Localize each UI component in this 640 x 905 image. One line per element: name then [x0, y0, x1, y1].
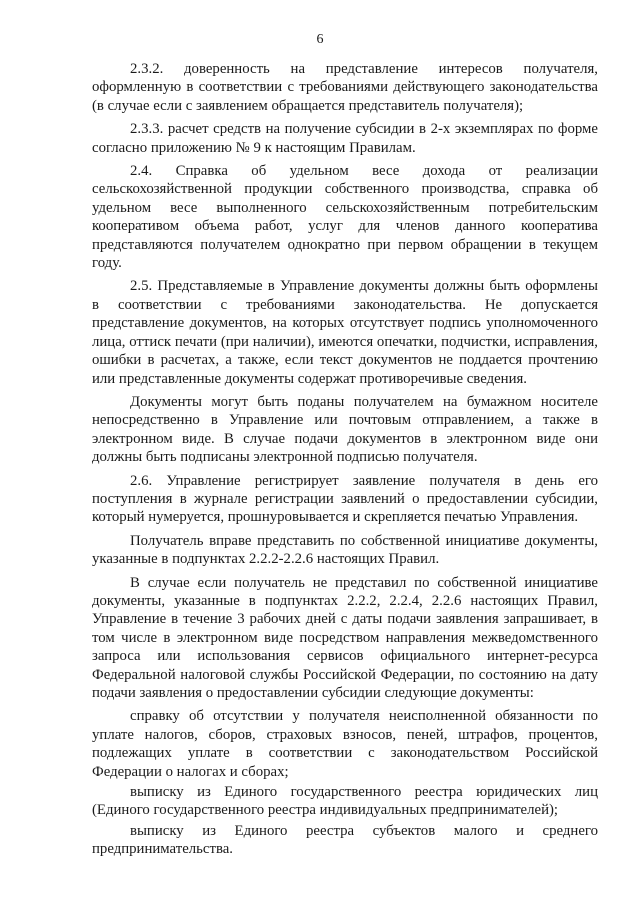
- paragraph-2-6: 2.6. Управление регистрирует заявление получателя в день его поступления в журнале регистрации заявлений о предоставлении субсидии, который нумеруется, прошнуровывается и скрепляется печатью Управления.: [92, 472, 598, 526]
- paragraph-2-4: 2.4. Справка об удельном весе дохода от реализации сельскохозяйственной продукции собственного производства, справка об удельном весе выполненного сельскохозяйственным потребительским кооперативом объема работ, услуг для членов данного кооператива представляются получателем однократно при первом обращении в текущем году.: [92, 163, 598, 272]
- paragraph-2-3-3: 2.3.3. расчет средств на получение субсидии в 2-х экземплярах по форме согласно приложению № 9 к настоящим Правилам.: [92, 121, 598, 156]
- document-body: [92, 60, 598, 861]
- list-item-tax-certificate: справку об отсутствии у получателя неисполненной обязанности по уплате налогов, сборов, страховых взносов, пеней, штрафов, процентов, подлежащих уплате в соответствии с законодательством Российской Федерации о налогах и сборах;: [92, 708, 598, 780]
- paragraph-2-3-2: 2.3.2. доверенность на представление интересов получателя, оформленную в соответствии с требованиями действующего законодательства (в случае если с заявлением обращается представитель получателя);: [92, 61, 598, 114]
- page-number: 6: [316, 32, 324, 47]
- paragraph-own-initiative: Получатель вправе представить по собственной инициативе документы, указанные в подпунктах 2.2.2-2.2.6 настоящих Правил.: [92, 532, 598, 568]
- list-item-egrul-extract: выписку из Единого государственного реестра юридических лиц (Единого государственного реестра индивидуальных предпринимателей);: [92, 784, 598, 819]
- paragraph-2-5: 2.5. Представляемые в Управление документы должны быть оформлены в соответствии с требованиями законодательства. Не допускается представление документов, на которых отсутствует подпись уполномоченного лица, оттиск печати (при наличии), имеются опечатки, подчистки, исправления, ошибки в расчетах, а также, если текст документов не поддается прочтению или представленные документы содержат противоречивые сведения.: [92, 278, 598, 387]
- paragraph-documents-submission: Документы могут быть поданы получателем на бумажном носителе непосредственно в Управление или почтовым отправлением, а также в электронном виде. В случае подачи документов в электронном виде они должны быть подписаны электронной подписью получателя.: [92, 393, 598, 466]
- list-item-sme-register-extract: выписку из Единого реестра субъектов малого и среднего предпринимательства.: [92, 822, 598, 858]
- paragraph-interagency-request: В случае если получатель не представил по собственной инициативе документы, указанные в подпунктах 2.2.2, 2.2.4, 2.2.6 настоящих Правил, Управление в течение 3 рабочих дней с даты подачи заявления запрашивает, в том числе в электронном виде посредством направления межведомственного запроса или использования сервисов официального интернет-ресурса Федеральной налоговой службы Российской Федерации, по состоянию на дату подачи заявления о предоставлении субсидии следующие документы:: [92, 574, 598, 701]
